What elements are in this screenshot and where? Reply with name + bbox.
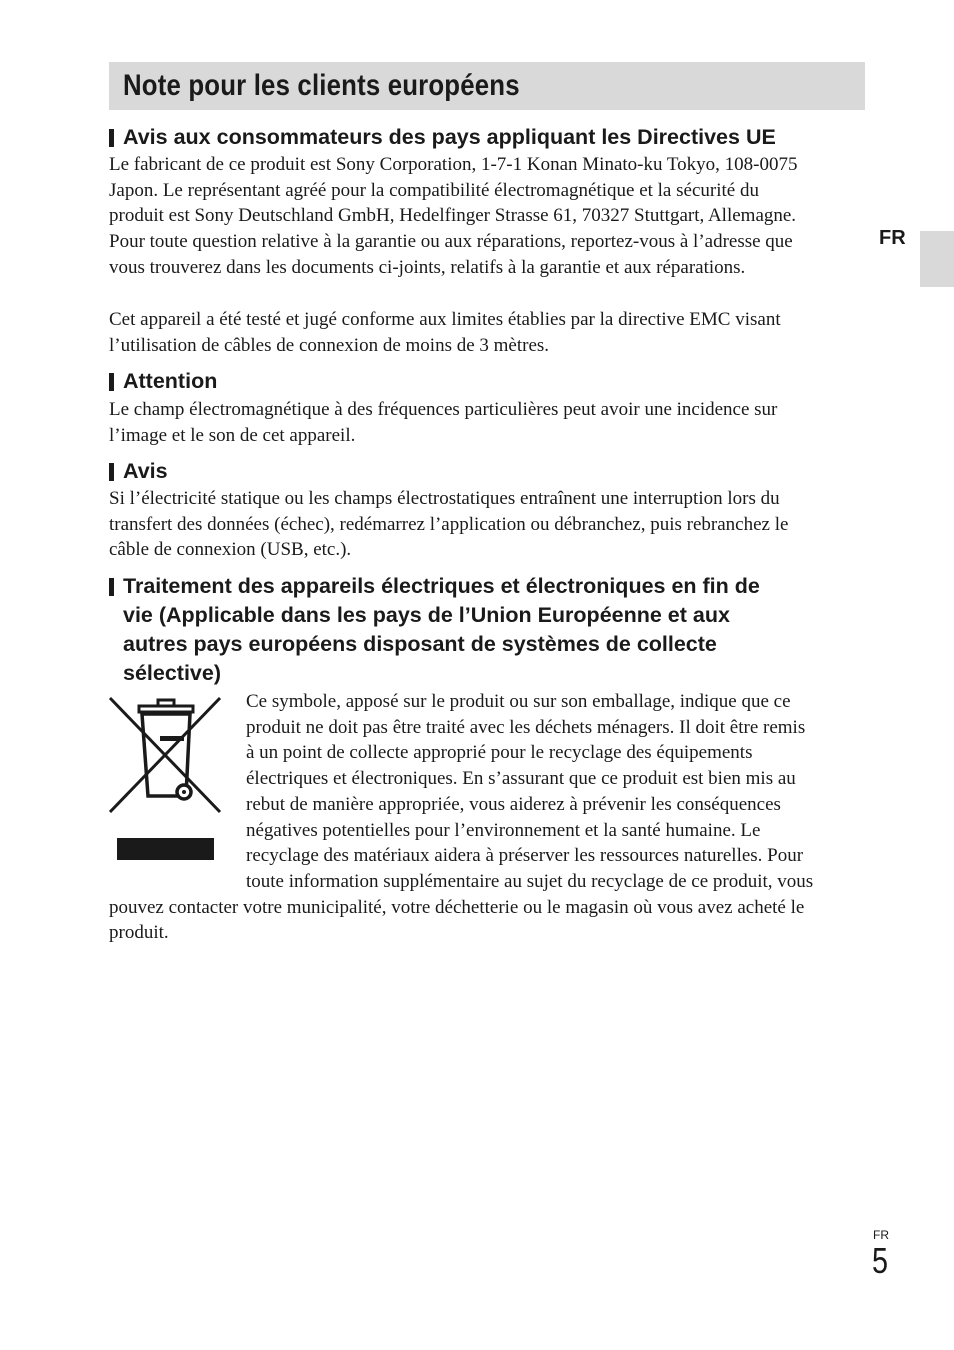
section-heading-weee: Traitement des appareils électriques et électroniques en fin de vie (Applicable dans les pays de l’Union Européenne et aux autres pays européens disposant de systèmes de collecte sélective) — [109, 572, 760, 688]
section-heading-avis: Avis — [109, 457, 168, 486]
heading-marker — [109, 463, 114, 481]
language-tab — [920, 231, 954, 287]
page-number: 5 — [872, 1240, 889, 1281]
page-language-label: FR — [873, 1228, 889, 1242]
weee-paragraph-beside-icon: Ce symbole, apposé sur le produit ou sur son emballage, indique que ce produit ne doit pas être traité avec les déchets ménagers. Il doit être remis à un point de collecte approprié pour le recyclage des équipements électriques et électroniques. En s’assurant que ce produit est bien mis au rebut de manière appropriée, vous aiderez à prévenir les conséquences négatives potentielles pour l’environnement et la santé humaine. Le recyclage des matériaux aidera à préserver les ressources naturelles. Pour toute information supplémentaire au sujet du recyclage de ce produit, vous — [246, 691, 814, 892]
section-heading-attention: Attention — [109, 367, 217, 396]
weee-paragraph-full-width: pouvez contacter votre municipalité, votre déchetterie ou le magasin où vous avez acheté le produit. — [109, 896, 805, 944]
heading-marker — [109, 373, 114, 391]
directives-paragraph-2: Cet appareil a été testé et jugé conforme aux limites établies par la directive EMC visant l’utilisation de câbles de connexion de moins de 3 mètres. — [109, 309, 781, 356]
section-heading-directives: Avis aux consommateurs des pays appliquant les Directives UE — [109, 123, 776, 152]
heading-marker — [109, 578, 114, 596]
heading-marker — [109, 129, 114, 147]
crossed-out-wheelie-bin-icon — [108, 694, 224, 862]
page-title-bar — [109, 62, 865, 110]
attention-paragraph: Le champ électromagnétique à des fréquences particulières peut avoir une incidence sur l’image et le son de cet appareil. — [109, 399, 778, 446]
page-title: Note pour les clients européens — [123, 69, 520, 102]
language-tab-label: FR — [879, 227, 906, 249]
avis-paragraph: Si l’électricité statique ou les champs électrostatiques entraînent une interruption lors du transfert des données (échec), redémarrez l’application ou débranchez, puis rebranchez le câble de connexion (USB, etc.). — [109, 488, 789, 561]
directives-paragraph-1: Le fabricant de ce produit est Sony Corporation, 1-7-1 Konan Minato-ku Tokyo, 108-0075 Japon. Le représentant agréé pour la compatibilité électromagnétique et la sécurité du produit est Sony Deutschland GmbH, Hedelfinger Strasse 61, 70327 Stuttgart, Allemagne. Pour toute question relative à la garantie ou aux réparations, reportez-vous à l’adresse que vous trouverez dans les documents ci-joints, relatifs à la garantie et aux réparations. — [109, 154, 798, 278]
